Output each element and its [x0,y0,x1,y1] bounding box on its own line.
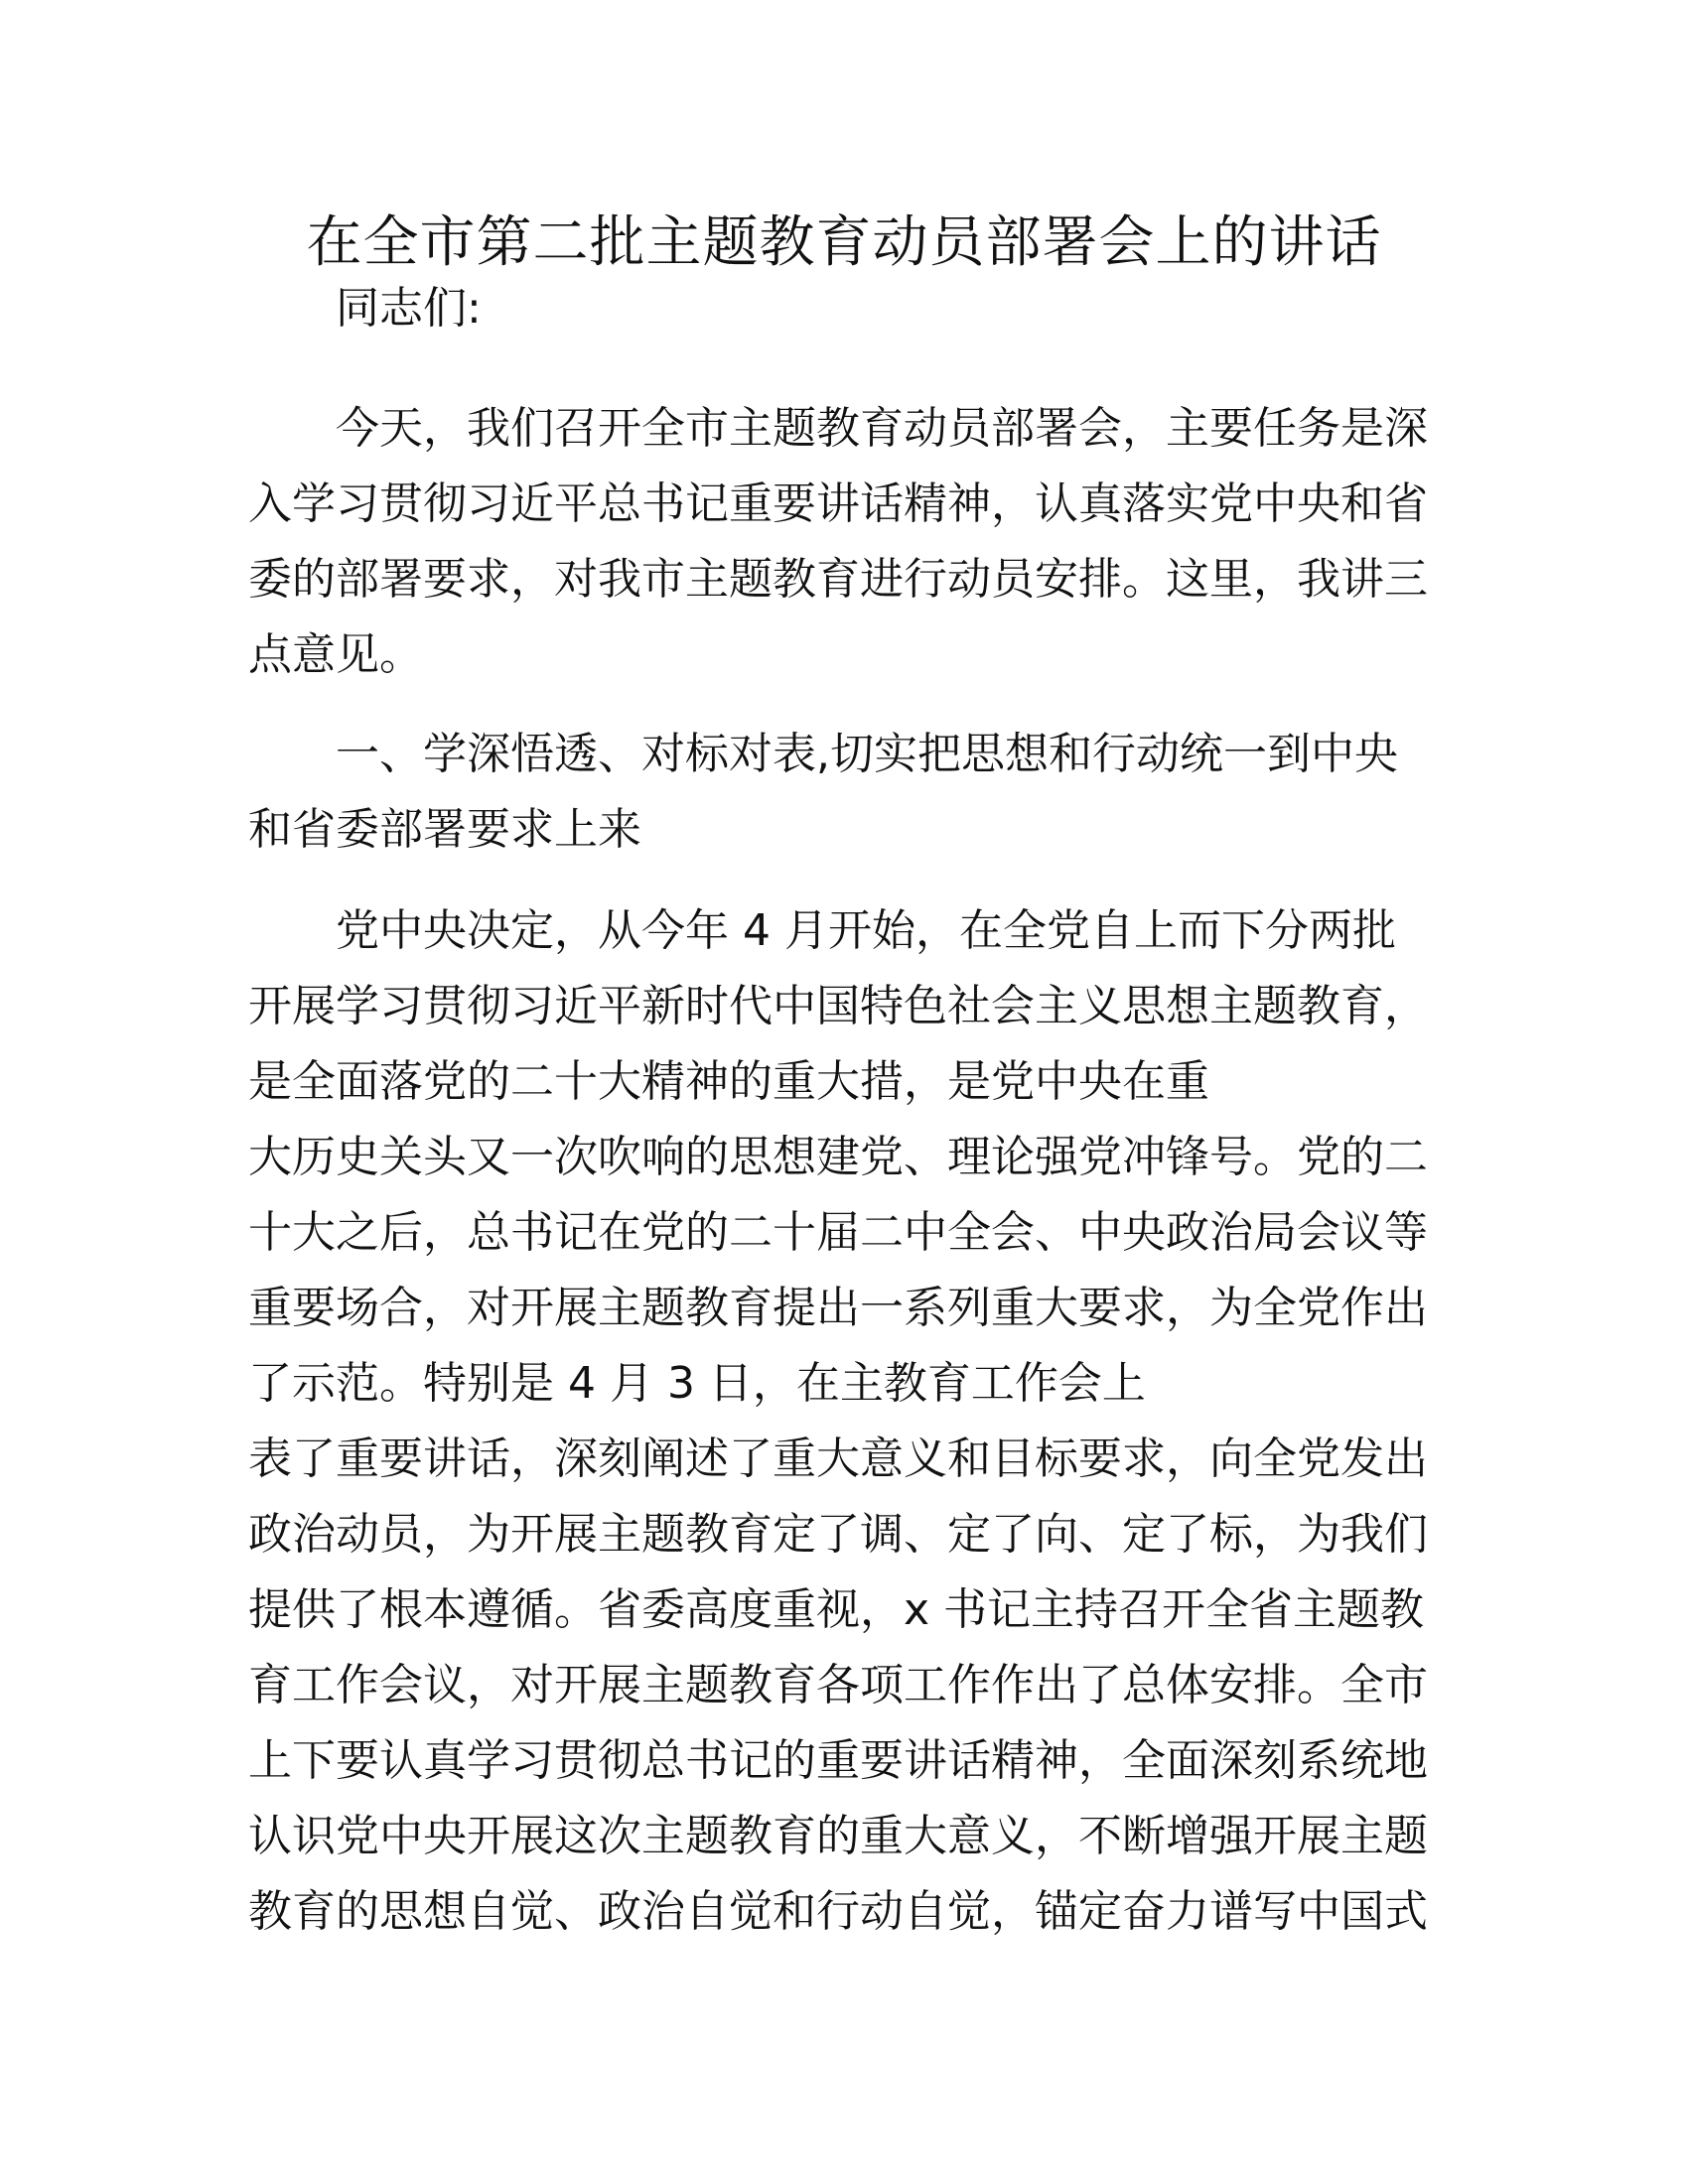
section-heading-line: 一、学深悟透、对标对表,切实把思想和行动统一到中央 [336,729,1398,779]
body-line: 教育的思想自觉、政治自觉和行动自觉，锚定奋力谱写中国式 [248,1886,1428,1937]
body-line: 开展学习贯彻习近平新时代中国特色社会主义思想主题教育， [248,981,1428,1031]
body-line: 提供了根本遵循。省委高度重视，x 书记主持召开全省主题教 [248,1584,1425,1635]
body-line: 委的部署要求，对我市主题教育进行动员安排。这里，我讲三 [248,554,1428,605]
body-line: 入学习贯彻习近平总书记重要讲话精神，认真落实党中央和省 [248,478,1428,529]
body-line: 上下要认真学习贯彻总书记的重要讲话精神，全面深刻系统地 [248,1735,1428,1786]
body-line: 点意见。 [248,629,423,680]
body-line: 表了重要讲话，深刻阐述了重大意义和目标要求，向全党发出 [248,1433,1428,1484]
body-line: 是全面落党的二十大精神的重大措，是党中央在重 [248,1056,1209,1107]
body-line: 政治动员，为开展主题教育定了调、定了向、定了标，为我们 [248,1509,1428,1560]
page-title: 在全市第二批主题教育动员部署会上的讲话 [306,210,1382,275]
body-line: 十大之后，总书记在党的二十届二中全会、中央政治局会议等 [248,1207,1428,1258]
body-line: 党中央决定，从今年 4 月开始，在全党自上而下分两批 [336,905,1396,956]
salutation-line: 同志们: [336,283,482,334]
body-line: 重要场合，对开展主题教育提出一系列重大要求，为全党作出 [248,1283,1428,1333]
body-line: 了示范。特别是 4 月 3 日，在主教育工作会上 [248,1358,1146,1409]
body-line: 育工作会议，对开展主题教育各项工作作出了总体安排。全市 [248,1660,1428,1710]
body-line: 认识党中央开展这次主题教育的重大意义，不断增强开展主题 [248,1811,1428,1861]
body-line: 大历史关头又一次吹响的思想建党、理论强党冲锋号。党的二 [248,1132,1428,1182]
section-heading-line: 和省委部署要求上来 [248,804,641,855]
body-line: 今天，我们召开全市主题教育动员部署会，主要任务是深 [336,403,1428,454]
